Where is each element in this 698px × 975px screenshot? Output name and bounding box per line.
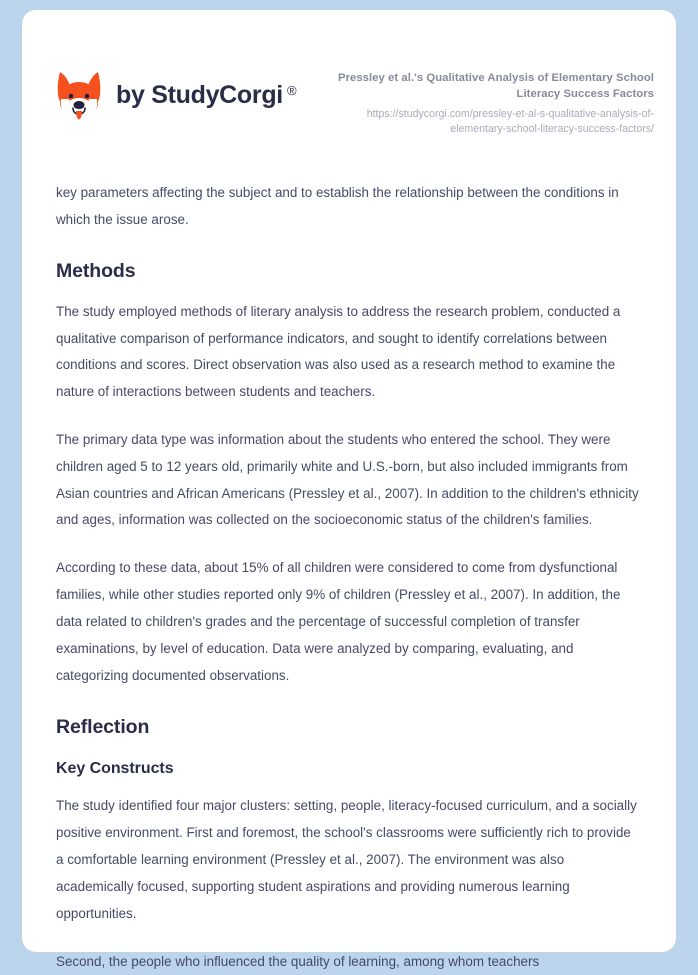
brand-name-text — [116, 80, 297, 109]
brand-name-label: by StudyCorgi — [116, 80, 283, 109]
header-document-meta — [319, 62, 654, 138]
document-page-card — [22, 10, 676, 969]
paragraph-intro-continued: key parameters affecting the subject and to establish the relationship between the conditions in which the issue arose. — [56, 184, 619, 227]
paragraph-methods-1: The study employed methods of literary analysis to address the research problem, conducted a qualitative comparison of performance indicators, and sought to identify correlations between conditions and scores. Direct observation was also used as a research method to examine the nature of interactions between students and teachers. — [56, 303, 621, 400]
document-source-url[interactable]: https://studycorgi.com/pressley-et-al-s-qualitative-analysis-of-elementary-school-literacy-success-factors/ — [366, 108, 654, 136]
corgi-head-icon — [56, 70, 102, 120]
document-title: Pressley et al.'s Qualitative Analysis of Elementary School Literacy Success Factors — [337, 72, 654, 101]
document-body — [22, 180, 676, 975]
paragraph-reflection-1: The study identified four major clusters: setting, people, literacy-focused curriculum, and a socially positive environment. First and foremost, the school's classrooms were sufficiently rich to provide a comfortable learning environment (Pressley et al., 2007). The environment was also academically focused, supporting student aspirations and providing numerous learning opportunities. — [56, 798, 637, 921]
paragraph-methods-2: The primary data type was information about the students who entered the school. They were children aged 5 to 12 years old, primarily white and U.S.-born, but also included immigrants from Asian countries and African Americans (Pressley et al., 2007). In addition to the children's ethnicity and ages, information was collected on the socioeconomic status of the children's families. — [56, 432, 639, 528]
heading-reflection: Reflection — [56, 716, 150, 739]
heading-key-constructs: Key Constructs — [56, 759, 174, 777]
paragraph-reflection-2: Second, the people who influenced the quality of learning, among whom teachers — [56, 953, 540, 969]
paragraph-methods-3: According to these data, about 15% of all children were considered to come from dysfunctional families, while other studies reported only 9% of children (Pressley et al., 2007). In addition, the data related to children's grades and the percentage of successful completion of transfer examinations, by level of education. Data were analyzed by comparing, evaluating, and categorizing documented observations. — [56, 560, 621, 683]
registered-trademark-icon: ® — [286, 82, 297, 98]
document-header — [22, 10, 676, 138]
brand-logo-group[interactable] — [56, 62, 296, 120]
heading-methods: Methods — [56, 260, 136, 283]
